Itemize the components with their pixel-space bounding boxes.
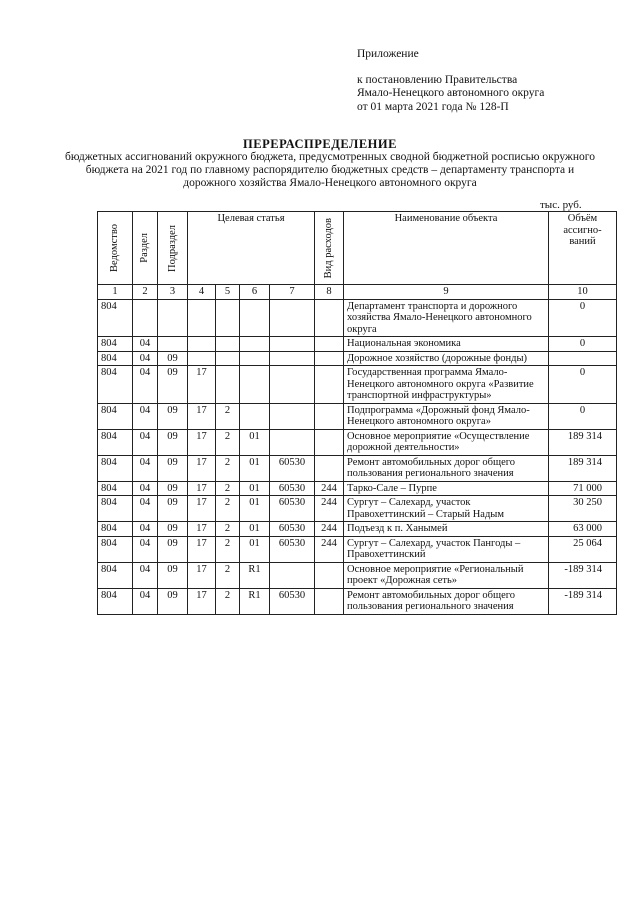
code-cell bbox=[216, 299, 240, 337]
code-cell: 09 bbox=[158, 562, 188, 588]
object-name-cell: Сургут – Салехард, участок Правохеттинский – Старый Надым bbox=[344, 496, 549, 522]
object-name-cell: Основное мероприятие «Региональный проект «Дорожная сеть» bbox=[344, 562, 549, 588]
code-cell: 17 bbox=[188, 562, 216, 588]
code-cell: 17 bbox=[188, 536, 216, 562]
code-cell: 17 bbox=[188, 588, 216, 614]
object-name-cell: Ремонт автомобильных дорог общего пользования регионального значения bbox=[344, 588, 549, 614]
code-cell: 244 bbox=[315, 496, 344, 522]
code-cell: 09 bbox=[158, 366, 188, 404]
code-cell: 04 bbox=[133, 536, 158, 562]
table-row bbox=[98, 496, 617, 522]
code-cell: 804 bbox=[98, 522, 133, 537]
code-cell: 04 bbox=[133, 429, 158, 455]
code-cell: 09 bbox=[158, 455, 188, 481]
object-name-cell: Государственная программа Ямало-Ненецкого автономного округа «Развитие транспортной инфраструктуры» bbox=[344, 366, 549, 404]
code-cell: 04 bbox=[133, 337, 158, 352]
appendix-line-1: к постановлению Правительства bbox=[357, 73, 518, 86]
col-num: 5 bbox=[216, 285, 240, 300]
amount-cell bbox=[549, 351, 617, 366]
code-cell: 04 bbox=[133, 455, 158, 481]
code-cell: 01 bbox=[240, 536, 270, 562]
appendix-block bbox=[357, 48, 544, 114]
header-vedomstvo: Ведомство bbox=[98, 212, 133, 285]
code-cell: 09 bbox=[158, 403, 188, 429]
code-cell bbox=[188, 337, 216, 352]
code-cell: 04 bbox=[133, 496, 158, 522]
code-cell: 17 bbox=[188, 496, 216, 522]
code-cell: 09 bbox=[158, 351, 188, 366]
code-cell bbox=[216, 366, 240, 404]
amount-cell: 30 250 bbox=[549, 496, 617, 522]
table-row bbox=[98, 351, 617, 366]
amount-cell: -189 314 bbox=[549, 562, 617, 588]
header-row bbox=[98, 212, 617, 285]
amount-cell: 189 314 bbox=[549, 455, 617, 481]
code-cell: 804 bbox=[98, 536, 133, 562]
code-cell: 2 bbox=[216, 429, 240, 455]
code-cell: 60530 bbox=[270, 588, 315, 614]
object-name-cell: Тарко-Сале – Пурпе bbox=[344, 481, 549, 496]
code-cell: 17 bbox=[188, 455, 216, 481]
code-cell: 04 bbox=[133, 588, 158, 614]
code-cell: 244 bbox=[315, 536, 344, 562]
code-cell: 17 bbox=[188, 403, 216, 429]
col-num: 4 bbox=[188, 285, 216, 300]
units-label: тыс. руб. bbox=[540, 199, 582, 211]
code-cell: 804 bbox=[98, 366, 133, 404]
header-name: Наименование объекта bbox=[344, 212, 549, 285]
table-row bbox=[98, 366, 617, 404]
code-cell: R1 bbox=[240, 562, 270, 588]
code-cell bbox=[158, 299, 188, 337]
code-cell: 17 bbox=[188, 366, 216, 404]
table-row bbox=[98, 403, 617, 429]
code-cell: 2 bbox=[216, 403, 240, 429]
code-cell: 60530 bbox=[270, 536, 315, 562]
code-cell: 09 bbox=[158, 429, 188, 455]
code-cell: 60530 bbox=[270, 496, 315, 522]
table-row bbox=[98, 588, 617, 614]
code-cell bbox=[315, 337, 344, 352]
code-cell: 01 bbox=[240, 455, 270, 481]
code-cell: 04 bbox=[133, 351, 158, 366]
object-name-cell: Подпрограмма «Дорожный фонд Ямало-Ненецкого автономного округа» bbox=[344, 403, 549, 429]
code-cell: 2 bbox=[216, 522, 240, 537]
code-cell bbox=[240, 299, 270, 337]
code-cell bbox=[270, 299, 315, 337]
code-cell bbox=[270, 337, 315, 352]
budget-table bbox=[97, 211, 617, 615]
code-cell: 804 bbox=[98, 481, 133, 496]
header-amount: Объём ассигно-ваний bbox=[549, 212, 617, 285]
code-cell bbox=[240, 351, 270, 366]
col-num: 10 bbox=[549, 285, 617, 300]
code-cell bbox=[315, 562, 344, 588]
code-cell: 2 bbox=[216, 455, 240, 481]
code-cell: 09 bbox=[158, 536, 188, 562]
code-cell: 01 bbox=[240, 496, 270, 522]
object-name-cell: Департамент транспорта и дорожного хозяйства Ямало-Ненецкого автономного округа bbox=[344, 299, 549, 337]
object-name-cell: Сургут – Салехард, участок Пангоды – Правохеттинский bbox=[344, 536, 549, 562]
table-row bbox=[98, 429, 617, 455]
code-cell: 01 bbox=[240, 429, 270, 455]
table-row bbox=[98, 536, 617, 562]
code-cell: 804 bbox=[98, 429, 133, 455]
code-cell: 60530 bbox=[270, 481, 315, 496]
code-cell: 244 bbox=[315, 522, 344, 537]
code-cell bbox=[240, 366, 270, 404]
code-cell bbox=[315, 588, 344, 614]
code-cell bbox=[188, 351, 216, 366]
code-cell: 04 bbox=[133, 481, 158, 496]
table-row bbox=[98, 522, 617, 537]
header-razdel: Раздел bbox=[133, 212, 158, 285]
code-cell: 01 bbox=[240, 522, 270, 537]
code-cell: R1 bbox=[240, 588, 270, 614]
amount-cell: 71 000 bbox=[549, 481, 617, 496]
table-row bbox=[98, 481, 617, 496]
object-name-cell: Ремонт автомобильных дорог общего пользования регионального значения bbox=[344, 455, 549, 481]
amount-cell: 0 bbox=[549, 337, 617, 352]
code-cell: 09 bbox=[158, 496, 188, 522]
amount-cell: -189 314 bbox=[549, 588, 617, 614]
code-cell: 244 bbox=[315, 481, 344, 496]
code-cell bbox=[158, 337, 188, 352]
code-cell bbox=[315, 366, 344, 404]
code-cell: 17 bbox=[188, 522, 216, 537]
code-cell: 804 bbox=[98, 455, 133, 481]
col-num: 2 bbox=[133, 285, 158, 300]
code-cell bbox=[315, 299, 344, 337]
object-name-cell: Национальная экономика bbox=[344, 337, 549, 352]
table-row bbox=[98, 337, 617, 352]
code-cell: 2 bbox=[216, 536, 240, 562]
code-cell bbox=[270, 351, 315, 366]
code-cell bbox=[216, 337, 240, 352]
amount-cell: 63 000 bbox=[549, 522, 617, 537]
appendix-line-2: Ямало-Ненецкого автономного округа bbox=[357, 87, 545, 99]
code-cell: 09 bbox=[158, 522, 188, 537]
code-cell: 804 bbox=[98, 403, 133, 429]
code-cell: 09 bbox=[158, 588, 188, 614]
amount-cell: 25 064 bbox=[549, 536, 617, 562]
col-num: 8 bbox=[315, 285, 344, 300]
amount-cell: 0 bbox=[549, 366, 617, 404]
code-cell bbox=[216, 351, 240, 366]
code-cell: 17 bbox=[188, 481, 216, 496]
document-title: ПЕРЕРАСПРЕДЕЛЕНИЕ bbox=[243, 137, 397, 151]
object-name-cell: Дорожное хозяйство (дорожные фонды) bbox=[344, 351, 549, 366]
code-cell: 01 bbox=[240, 481, 270, 496]
code-cell bbox=[240, 403, 270, 429]
code-cell bbox=[270, 562, 315, 588]
amount-cell: 189 314 bbox=[549, 429, 617, 455]
code-cell: 2 bbox=[216, 588, 240, 614]
object-name-cell: Подъезд к п. Ханымей bbox=[344, 522, 549, 537]
code-cell bbox=[315, 455, 344, 481]
code-cell: 04 bbox=[133, 562, 158, 588]
code-cell: 04 bbox=[133, 366, 158, 404]
header-vid: Вид расходов bbox=[315, 212, 344, 285]
code-cell: 09 bbox=[158, 481, 188, 496]
code-cell bbox=[133, 299, 158, 337]
col-num: 1 bbox=[98, 285, 133, 300]
object-name-cell: Основное мероприятие «Осуществление дорожной деятельности» bbox=[344, 429, 549, 455]
code-cell bbox=[270, 403, 315, 429]
amount-cell: 0 bbox=[549, 299, 617, 337]
code-cell bbox=[270, 366, 315, 404]
table-row bbox=[98, 299, 617, 337]
column-number-row bbox=[98, 285, 617, 300]
code-cell: 60530 bbox=[270, 522, 315, 537]
code-cell bbox=[270, 429, 315, 455]
amount-cell: 0 bbox=[549, 403, 617, 429]
code-cell: 04 bbox=[133, 403, 158, 429]
code-cell: 804 bbox=[98, 351, 133, 366]
code-cell bbox=[315, 351, 344, 366]
code-cell bbox=[315, 403, 344, 429]
code-cell: 804 bbox=[98, 562, 133, 588]
appendix-line-3: от 01 марта 2021 года № 128-П bbox=[357, 100, 509, 113]
code-cell: 60530 bbox=[270, 455, 315, 481]
code-cell: 804 bbox=[98, 496, 133, 522]
code-cell: 804 bbox=[98, 588, 133, 614]
document-subtitle: бюджетных ассигнований окружного бюджета, предусмотренных сводной бюджетной росписью окружного бюджета на 2021 год по главному распорядителю бюджетных средств – департаменту транспорта и дорожного хозяйства Ямало-Ненецкого автономного округа bbox=[65, 151, 595, 189]
code-cell: 2 bbox=[216, 562, 240, 588]
code-cell bbox=[315, 429, 344, 455]
header-podrazdel: Подраздел bbox=[158, 212, 188, 285]
appendix-label: Приложение bbox=[357, 48, 419, 60]
code-cell: 804 bbox=[98, 299, 133, 337]
col-num: 7 bbox=[270, 285, 315, 300]
code-cell: 17 bbox=[188, 429, 216, 455]
table-row bbox=[98, 455, 617, 481]
header-target: Целевая статья bbox=[188, 212, 315, 285]
code-cell: 804 bbox=[98, 337, 133, 352]
col-num: 3 bbox=[158, 285, 188, 300]
code-cell bbox=[240, 337, 270, 352]
table-row bbox=[98, 562, 617, 588]
col-num: 9 bbox=[344, 285, 549, 300]
code-cell: 04 bbox=[133, 522, 158, 537]
code-cell: 2 bbox=[216, 481, 240, 496]
code-cell bbox=[188, 299, 216, 337]
code-cell: 2 bbox=[216, 496, 240, 522]
col-num: 6 bbox=[240, 285, 270, 300]
